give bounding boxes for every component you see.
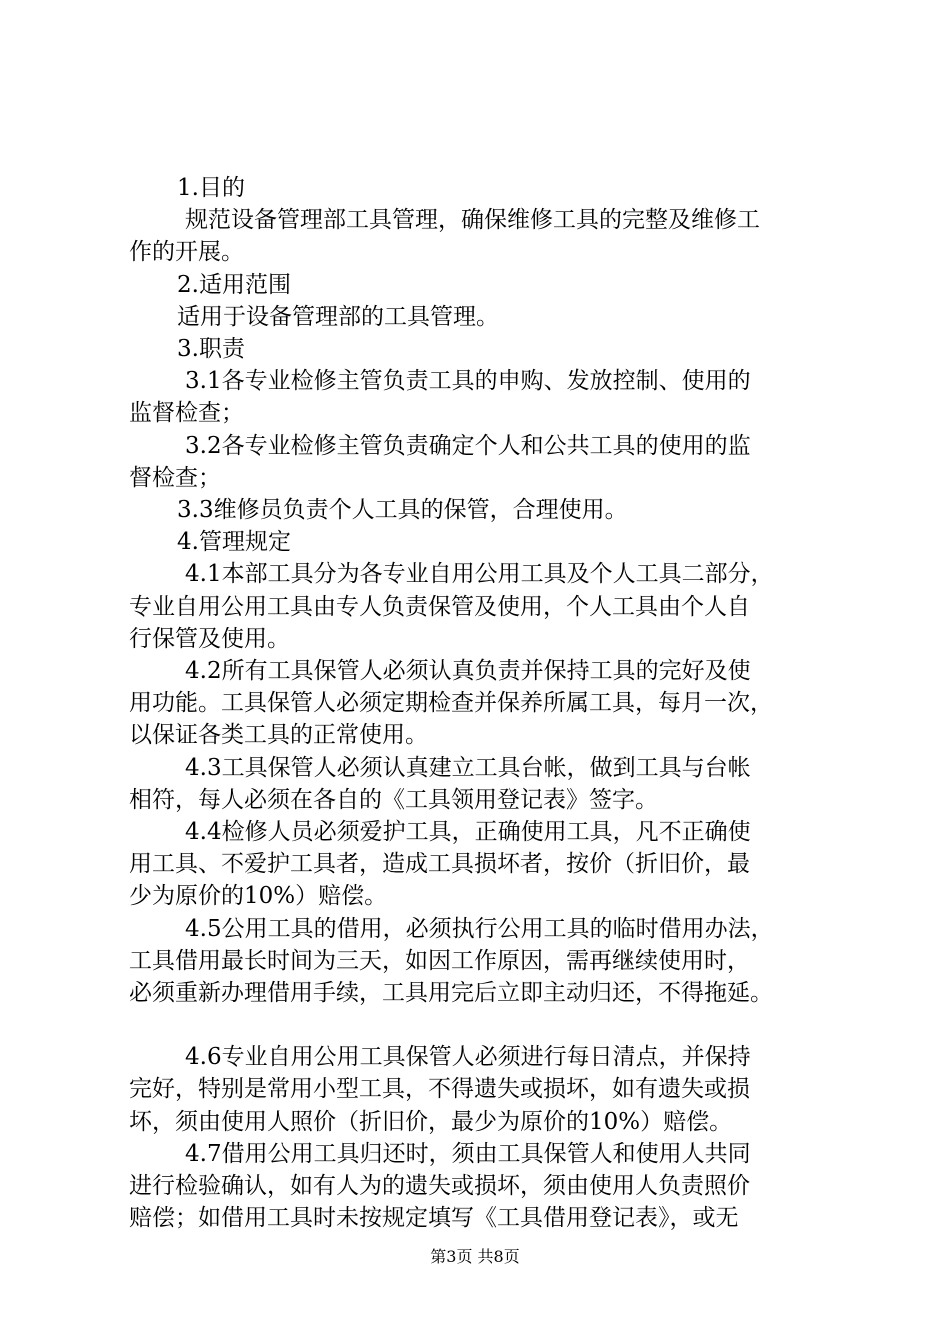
text-line: 必须重新办理借用手续，工具用完后立即主动归还，不得拖延。 <box>129 980 773 1007</box>
document-body <box>129 172 849 1235</box>
text-line: 以保证各类工具的正常使用。 <box>129 722 428 749</box>
text-line: 4.5公用工具的借用，必须执行公用工具的临时借用办法， <box>185 915 774 942</box>
text-line: 专业自用公用工具由专人负责保管及使用，个人工具由个人自 <box>129 593 750 620</box>
text-line: 用工具、不爱护工具者，造成工具损坏者，按价（折旧价，最 <box>129 851 750 878</box>
text-line: 3.1各专业检修主管负责工具的申购、发放控制、使用的 <box>185 368 751 395</box>
text-line: 相符，每人必须在各自的《工具领用登记表》签字。 <box>129 786 658 813</box>
text-line: 4.3工具保管人必须认真建立工具台帐，做到工具与台帐 <box>185 754 751 781</box>
text-line: 4.6专业自用公用工具保管人必须进行每日清点，并保持 <box>185 1044 751 1071</box>
text-line: 3.2各专业检修主管负责确定个人和公共工具的使用的监 <box>185 432 751 459</box>
text-line: 坏，须由使用人照价（折旧价，最少为原价的10%）赔偿。 <box>129 1108 733 1135</box>
text-line: 完好，特别是常用小型工具，不得遗失或损坏，如有遗失或损 <box>129 1076 750 1103</box>
text-line: 4.2所有工具保管人必须认真负责并保持工具的完好及使 <box>185 658 751 685</box>
text-line: 适用于设备管理部的工具管理。 <box>177 303 499 330</box>
text-line: 行保管及使用。 <box>129 625 290 652</box>
text-line: 4.7借用公用工具归还时，须由工具保管人和使用人共同 <box>185 1140 751 1167</box>
text-line: 1.目的 <box>177 175 245 201</box>
page-footer: 第3页 共8页 <box>430 1247 520 1266</box>
text-line: 工具借用最长时间为三天，如因工作原因，需再继续使用时， <box>129 947 750 974</box>
text-line: 督检查； <box>129 464 221 491</box>
text-line: 4.1本部工具分为各专业自用公用工具及个人工具二部分， <box>185 561 774 588</box>
text-line: 2.适用范围 <box>177 271 291 298</box>
text-line: 3.职责 <box>177 336 245 363</box>
text-line: 进行检验确认，如有人为的遗失或损坏，须由使用人负责照价 <box>129 1173 750 1200</box>
text-line: 少为原价的10%）赔偿。 <box>129 883 388 910</box>
text-line: 作的开展。 <box>129 239 244 266</box>
text-line: 4.4检修人员必须爱护工具，正确使用工具，凡不正确使 <box>185 819 751 846</box>
text-line: 规范设备管理部工具管理，确保维修工具的完整及维修工 <box>185 207 760 234</box>
text-line: 用功能。工具保管人必须定期检查并保养所属工具，每月一次， <box>129 690 773 717</box>
text-line: 4.管理规定 <box>177 529 291 556</box>
text-line: 赔偿；如借用工具时未按规定填写《工具借用登记表》，或无 <box>129 1205 739 1232</box>
blank-line <box>129 1009 849 1041</box>
text-line: 监督检查； <box>129 400 244 427</box>
text-line: 3.3维修员负责个人工具的保管，合理使用。 <box>177 497 628 524</box>
